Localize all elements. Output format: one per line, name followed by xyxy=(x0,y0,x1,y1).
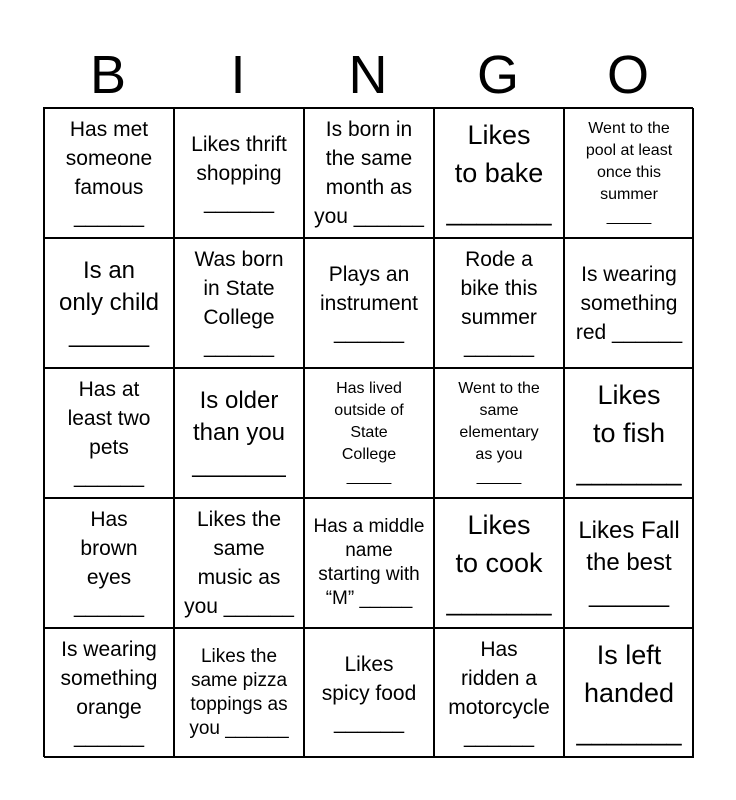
bingo-cell[interactable] xyxy=(564,628,694,758)
bingo-cell[interactable] xyxy=(304,108,434,238)
bingo-cell-text: Is older than you _______ xyxy=(192,387,286,478)
bingo-cell[interactable] xyxy=(174,498,304,628)
bingo-cell[interactable] xyxy=(564,238,694,368)
bingo-cell-text: Likes spicy food ______ xyxy=(321,652,417,734)
bingo-cell-text: Was born in State College ______ xyxy=(194,248,284,358)
bingo-cell-text: Is wearing something red ______ xyxy=(575,262,683,344)
bingo-cell-text: Has a middle name starting with “M” _____ xyxy=(313,516,425,609)
header-letter-n: N xyxy=(348,45,388,105)
bingo-cell[interactable] xyxy=(44,498,174,628)
bingo-cell[interactable] xyxy=(304,498,434,628)
bingo-cell-text: Likes Fall the best ______ xyxy=(578,517,680,608)
bingo-cell-text: Plays an instrument ______ xyxy=(319,262,419,344)
bingo-cell[interactable] xyxy=(174,628,304,758)
bingo-cell-text: Is born in the same month as you ______ xyxy=(314,118,424,228)
header-letter-i: I xyxy=(230,45,246,105)
bingo-cell[interactable] xyxy=(434,498,564,628)
header-letter-o: O xyxy=(606,45,649,105)
bingo-cell-text: Rode a bike this summer ______ xyxy=(460,248,538,358)
bingo-cell[interactable] xyxy=(434,628,564,758)
bingo-cell[interactable] xyxy=(304,368,434,498)
bingo-cell[interactable] xyxy=(304,238,434,368)
bingo-cell-text: Has ridden a motorcycle ______ xyxy=(448,638,550,748)
bingo-cell[interactable] xyxy=(174,238,304,368)
bingo-cell[interactable] xyxy=(174,368,304,498)
bingo-cell[interactable] xyxy=(44,368,174,498)
bingo-grid xyxy=(43,107,693,757)
bingo-cell[interactable] xyxy=(434,238,564,368)
bingo-cell[interactable] xyxy=(434,108,564,238)
bingo-cell[interactable] xyxy=(44,628,174,758)
bingo-cell[interactable] xyxy=(174,108,304,238)
bingo-cell-text: Likes to bake _______ xyxy=(446,120,552,226)
bingo-cell-text: Is wearing something orange ______ xyxy=(60,638,158,748)
bingo-cell-text: Likes thrift shopping ______ xyxy=(191,132,287,214)
bingo-cell-text: Has met someone famous ______ xyxy=(65,118,153,228)
bingo-cell-text: Likes the same music as you ______ xyxy=(184,508,294,618)
bingo-cell[interactable] xyxy=(564,108,694,238)
bingo-cell-text: Has lived outside of State College _____ xyxy=(334,380,404,485)
bingo-cell[interactable] xyxy=(564,368,694,498)
bingo-cell-text: Has at least two pets ______ xyxy=(67,378,151,488)
bingo-cell-text: Went to the pool at least once this summer _____ xyxy=(585,120,673,225)
bingo-cell[interactable] xyxy=(434,368,564,498)
bingo-cell-text: Likes to cook _______ xyxy=(446,510,552,616)
header-letter-b: B xyxy=(89,45,127,105)
bingo-cell[interactable] xyxy=(44,108,174,238)
header-letter-g: G xyxy=(476,45,519,105)
bingo-cell-text: Is left handed _______ xyxy=(576,640,682,746)
bingo-cell-text: Likes to fish _______ xyxy=(576,380,682,486)
bingo-cell-text: Has brown eyes ______ xyxy=(73,508,145,618)
bingo-cell-text: Is an only child ______ xyxy=(58,257,160,348)
bingo-cell[interactable] xyxy=(44,238,174,368)
bingo-header xyxy=(43,40,693,110)
bingo-cell[interactable] xyxy=(564,498,694,628)
bingo-cell[interactable] xyxy=(304,628,434,758)
bingo-cell-text: Went to the same elementary as you _____ xyxy=(458,380,540,485)
bingo-cell-text: Likes the same pizza toppings as you ______ xyxy=(189,646,289,739)
